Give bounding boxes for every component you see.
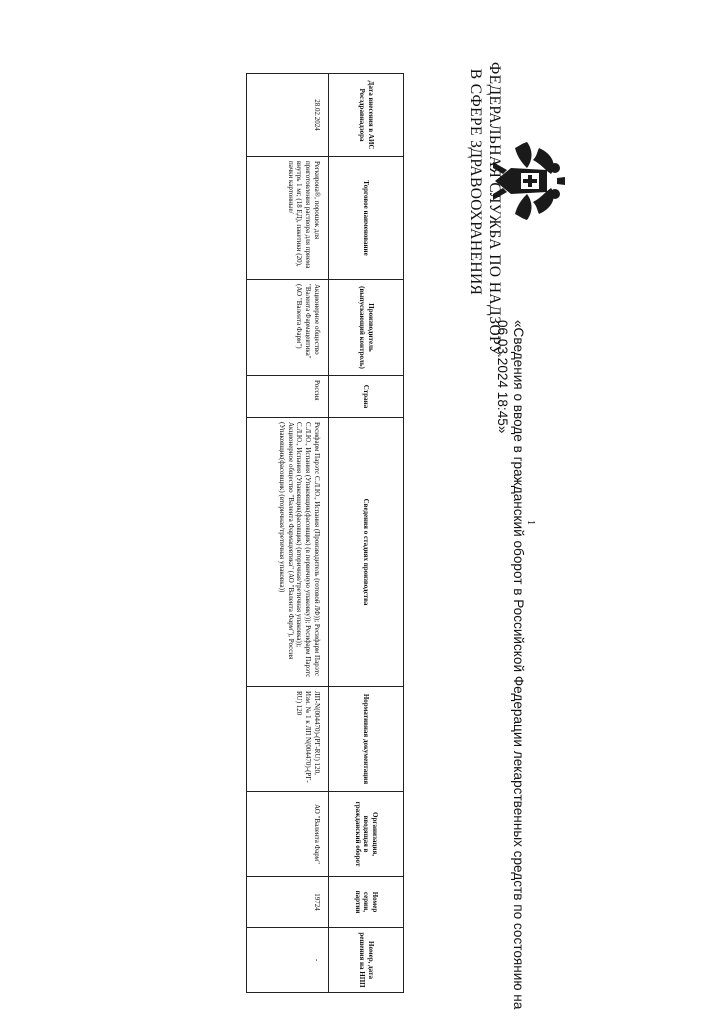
table-row [247,74,329,993]
agency-name-line2: В СФЕРЕ ЗДРАВООХРАНЕНИЯ [467,68,484,296]
column-header-decision: Номер, дата решения на НПП [329,928,404,993]
cell-stages: Ресифарм Парэтс С.Л.Ю., Испания (Производитель (готовой ЛФ)); Ресифарм Парэтс С.Л.Ю., Испания (Упаковщик(фасовщик) (в первичную упаковку)); Ресифарм Парэтс С.Л.Ю., Испания (Упаковщик(фасовщик) (вторичная/третичная упаковка)); Акционерное общество "Валента Фармацевтика" (АО "Валента Фарм"), Россия (Упаковщик(фасовщик) (вторичная/третичная упаковка)) [247,418,329,687]
column-header-country: Страна [329,376,404,418]
cell-date: 28.02.2024 [247,74,329,157]
agency-name-line1: ФЕДЕРАЛЬНАЯ СЛУЖБА ПО НАДЗОРУ [486,62,503,357]
column-header-manufacturer: Производитель (выпускающий контроль) [329,280,404,376]
column-header-organization: Организация, вводящая в гражданский оборот [329,792,404,877]
column-header-normative-doc: Нормативная документация [329,687,404,792]
cell-organization: АО "Валента Фарм" [247,792,329,877]
cell-country: Россия [247,376,329,418]
cell-manufacturer: Акционерное общество "Валента Фармацевтика" (АО "Валента Фарм") [247,280,329,376]
agency-name [466,62,504,357]
report-title: «Сведения о вводе в гражданский оборот в Российской Федерации лекарственных средств по состоянию на 06.03.2024 18:45» [495,320,526,1010]
column-header-trade-name: Торговое наименование [329,157,404,280]
medicines-table [246,73,404,993]
cell-trade-name: Регкирона®, порошок для приготовления раствора для приема внутрь 1 мг, (18 ЕД), пакетики (20), пачки картонные/ [247,157,329,280]
cell-normative-doc: ЛП-N(004470)-(РГ-RU) 120, Изм. № 1 к ЛП N(004470)-(РГ-RU) 120 [247,687,329,792]
column-header-date: Дата внесения в АИС Росздравнадзора [329,74,404,157]
table-header-row [329,74,404,993]
cell-series: 19724 [247,877,329,928]
page-number: 1 [525,520,536,525]
column-header-stages: Сведения о стадиях производства [329,418,404,687]
cell-decision: - [247,928,329,993]
column-header-series: Номер серии, партии [329,877,404,928]
